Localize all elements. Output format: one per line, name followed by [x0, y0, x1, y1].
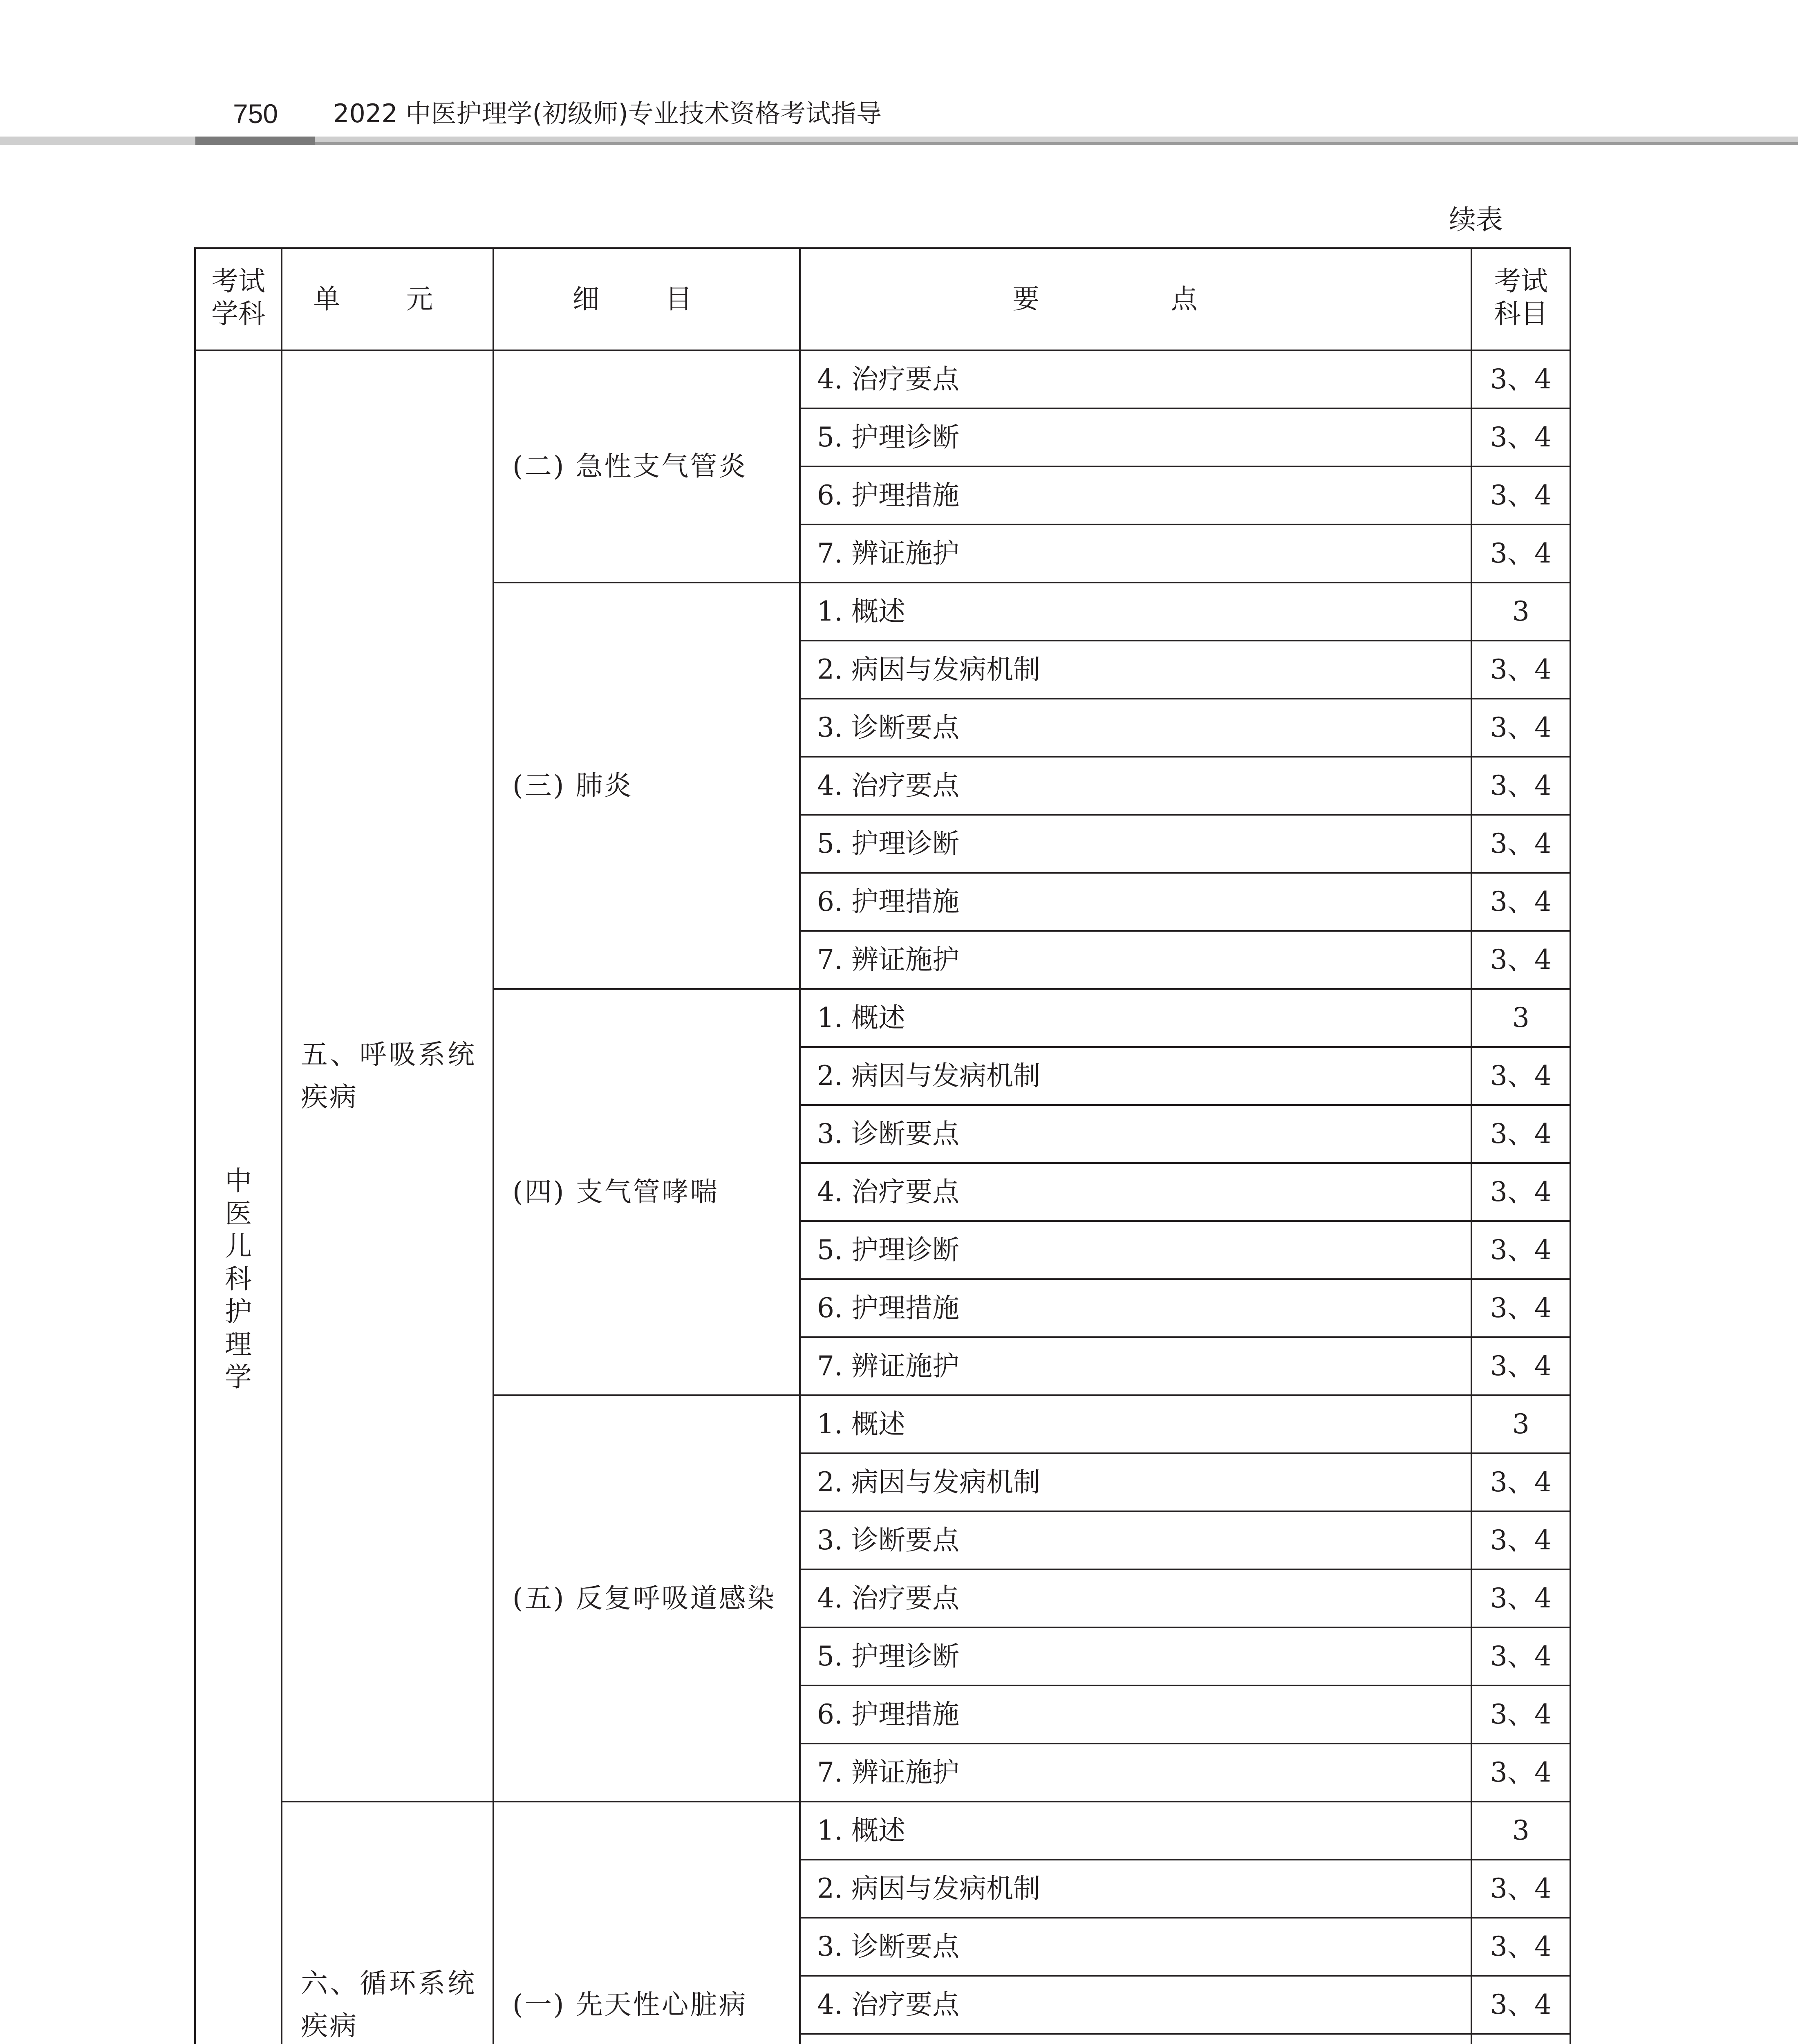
item-cell — [493, 1395, 800, 1802]
exam-cell: 3、4 — [1471, 1105, 1570, 1163]
point-cell: 7. 辨证施护 — [800, 1337, 1471, 1395]
point-cell: 2. 病因与发病机制 — [800, 641, 1471, 699]
exam-cell: 3 — [1471, 1802, 1570, 1860]
point-cell: 6. 护理措施 — [800, 873, 1471, 931]
exam-cell: 3、4 — [1471, 1279, 1570, 1337]
header-exam: 考试科目 — [1471, 248, 1570, 350]
exam-cell: 3、4 — [1471, 815, 1570, 873]
header-rule-line — [315, 142, 1798, 145]
exam-cell: 3、4 — [1471, 1685, 1570, 1744]
item-cell — [493, 1802, 800, 2044]
table-row — [195, 1802, 1570, 1860]
exam-cell: 3、4 — [1471, 1163, 1570, 1221]
point-cell: 2. 病因与发病机制 — [800, 1047, 1471, 1105]
point-cell — [800, 2034, 1471, 2044]
exam-cell: 3、4 — [1471, 1860, 1570, 1918]
exam-cell: 3、4 — [1471, 699, 1570, 757]
point-cell: 3. 诊断要点 — [800, 699, 1471, 757]
point-cell: 2. 病因与发病机制 — [800, 1453, 1471, 1511]
exam-cell: 3、4 — [1471, 931, 1570, 989]
table-row — [195, 350, 1570, 408]
point-cell: 1. 概述 — [800, 989, 1471, 1047]
point-cell: 4. 治疗要点 — [800, 1569, 1471, 1627]
table-header-row — [195, 248, 1570, 350]
exam-cell: 3、4 — [1471, 757, 1570, 815]
point-cell: 6. 护理措施 — [800, 466, 1471, 524]
point-cell: 5. 护理诊断 — [800, 1221, 1471, 1279]
page-number: 750 — [233, 99, 278, 129]
point-cell: 3. 诊断要点 — [800, 1105, 1471, 1163]
exam-cell: 3、4 — [1471, 1337, 1570, 1395]
point-cell: 1. 概述 — [800, 1395, 1471, 1453]
exam-cell: 3、4 — [1471, 1453, 1570, 1511]
point-cell: 7. 辨证施护 — [800, 931, 1471, 989]
item-cell — [493, 583, 800, 989]
point-cell: 6. 护理措施 — [800, 1279, 1471, 1337]
book-title: 2022 中医护理学(初级师)专业技术资格考试指导 — [333, 99, 882, 128]
point-cell: 4. 治疗要点 — [800, 1163, 1471, 1221]
point-cell: 5. 护理诊断 — [800, 815, 1471, 873]
item-cell — [493, 989, 800, 1395]
point-cell: 5. 护理诊断 — [800, 1627, 1471, 1685]
unit-label: 六、循环系统疾病 — [301, 1968, 476, 2042]
exam-cell: 3 — [1471, 1395, 1570, 1453]
point-cell: 4. 治疗要点 — [800, 1976, 1471, 2034]
item-label: (三) 肺炎 — [513, 770, 633, 801]
exam-cell: 3、4 — [1471, 1976, 1570, 2034]
unit-cell — [282, 1802, 493, 2044]
point-cell: 3. 诊断要点 — [800, 1511, 1471, 1569]
point-cell: 7. 辨证施护 — [800, 1744, 1471, 1802]
exam-cell: 3 — [1471, 989, 1570, 1047]
item-cell — [493, 350, 800, 583]
header-item: 细 目 — [493, 248, 800, 350]
subject-label: 中医儿科护理学 — [225, 1165, 252, 1393]
header-points: 要 点 — [800, 248, 1471, 350]
item-label: (二) 急性支气管炎 — [513, 450, 748, 482]
page-header — [0, 0, 1798, 147]
point-cell: 5. 护理诊断 — [800, 408, 1471, 466]
exam-cell: 3、4 — [1471, 524, 1570, 583]
syllabus-table — [194, 247, 1571, 2044]
exam-cell: 3、4 — [1471, 1511, 1570, 1569]
unit-label: 五、呼吸系统疾病 — [301, 1039, 476, 1113]
exam-cell: 3、4 — [1471, 466, 1570, 524]
header-unit: 单 元 — [282, 248, 493, 350]
header-subject: 考试学科 — [195, 248, 282, 350]
item-label: (一) 先天性心脏病 — [513, 1989, 748, 2020]
exam-cell: 3、4 — [1471, 350, 1570, 408]
header-rule-accent — [195, 137, 315, 145]
subject-cell — [195, 350, 282, 2044]
exam-cell — [1471, 2034, 1570, 2044]
item-label: (四) 支气管哮喘 — [513, 1176, 719, 1208]
exam-cell: 3、4 — [1471, 873, 1570, 931]
item-label: (五) 反复呼吸道感染 — [513, 1582, 776, 1614]
exam-cell: 3、4 — [1471, 1918, 1570, 1976]
point-cell: 1. 概述 — [800, 583, 1471, 641]
exam-cell: 3、4 — [1471, 1744, 1570, 1802]
exam-cell: 3、4 — [1471, 1569, 1570, 1627]
exam-cell: 3、4 — [1471, 1221, 1570, 1279]
exam-cell: 3、4 — [1471, 1047, 1570, 1105]
point-cell: 4. 治疗要点 — [800, 757, 1471, 815]
continued-label: 续表 — [1449, 204, 1503, 235]
exam-cell: 3、4 — [1471, 1627, 1570, 1685]
point-cell: 3. 诊断要点 — [800, 1918, 1471, 1976]
point-cell: 2. 病因与发病机制 — [800, 1860, 1471, 1918]
unit-cell — [282, 350, 493, 1802]
exam-cell: 3 — [1471, 583, 1570, 641]
point-cell: 4. 治疗要点 — [800, 350, 1471, 408]
point-cell: 1. 概述 — [800, 1802, 1471, 1860]
exam-cell: 3、4 — [1471, 408, 1570, 466]
point-cell: 6. 护理措施 — [800, 1685, 1471, 1744]
exam-cell: 3、4 — [1471, 641, 1570, 699]
syllabus-table-body — [195, 248, 1570, 2044]
point-cell: 7. 辨证施护 — [800, 524, 1471, 583]
